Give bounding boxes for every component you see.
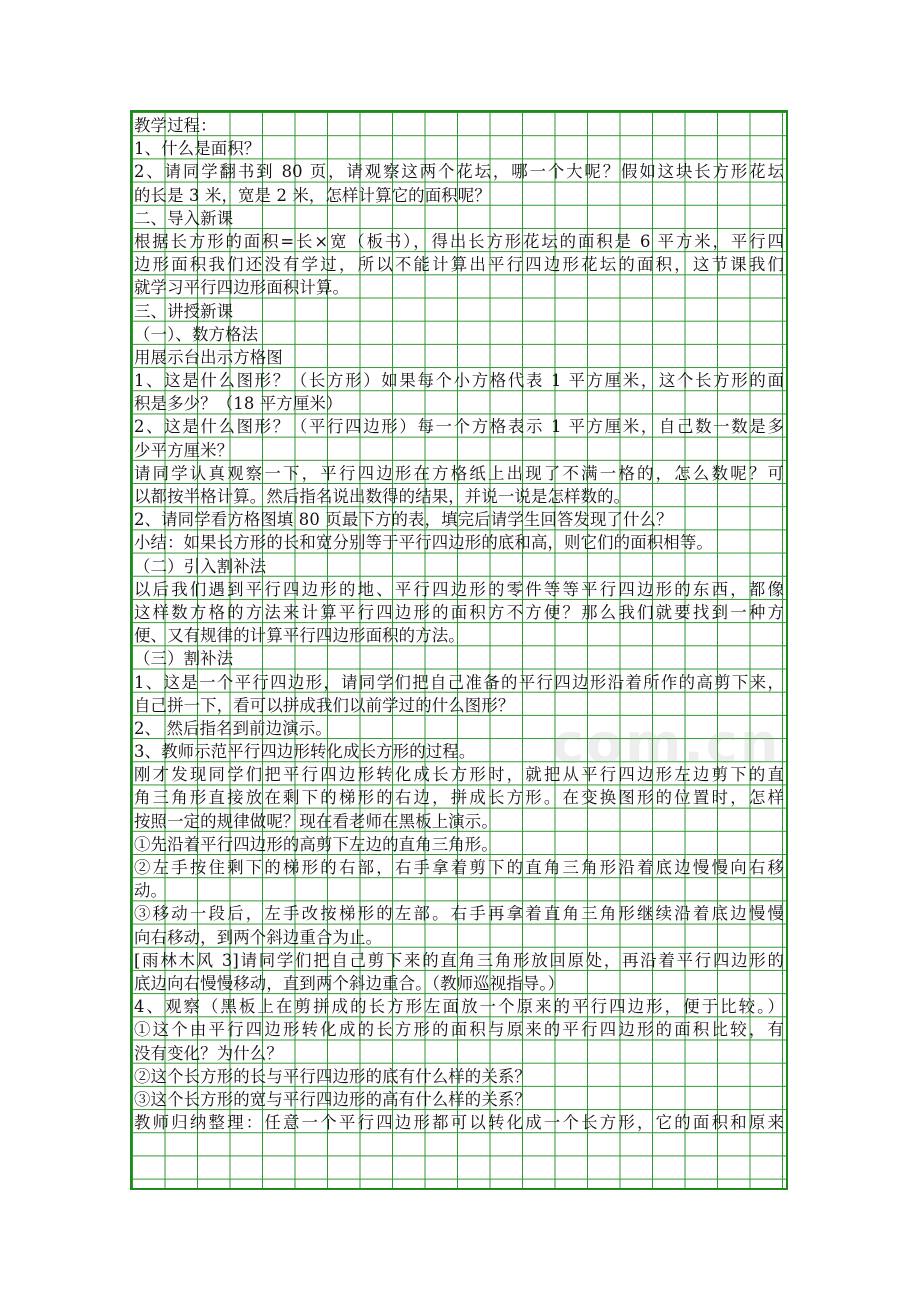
text-line: 自己拼一下，看可以拼成我们以前学过的什么图形？: [134, 695, 515, 715]
text-line: 按照一定的规律做呢？现在看老师在黑板上演示。: [134, 811, 498, 831]
text-line: （二）引入割补法: [134, 556, 267, 576]
text-line: 3、教师示范平行四边形转化成长方形的过程。: [134, 742, 476, 762]
text-line: 的长是 3 米，宽是 2 米，怎样计算它的面积呢？: [134, 185, 491, 205]
text-line: 请同学认真观察一下，平行四边形在方格纸上出现了不满一格的，怎么数呢？可: [134, 463, 784, 483]
text-line: 用展示台出示方格图: [134, 347, 283, 367]
text-line: 以后我们遇到平行四边形的地、平行四边形的零件等等平行四边形的东西，都像: [134, 579, 784, 599]
text-line: 小结：如果长方形的长和宽分别等于平行四边形的底和高，则它们的面积相等。: [134, 533, 713, 553]
text-line: 4、观察（黑板上在剪拼成的长方形左面放一个原来的平行四边形，便于比较。）: [134, 997, 784, 1017]
text-line: ③这个长方形的宽与平行四边形的高有什么样的关系？: [134, 1089, 531, 1109]
text-line: 1、什么是面积？: [134, 139, 261, 159]
text-line: ①先沿着平行四边形的高剪下左边的直角三角形。: [134, 834, 498, 854]
text-line: 2、请同学看方格图填 80 页最下方的表，填完后请学生回答发现了什么？: [134, 510, 673, 530]
text-line: 就学习平行四边形面积计算。: [134, 278, 350, 298]
text-line: 三、讲授新课: [134, 301, 234, 321]
text-line: [134, 1134, 784, 1157]
grid-paper-page: [130, 110, 788, 1190]
text-line: ①这个由平行四边形转化成的长方形的面积与原来的平行四边形的面积比较，有: [134, 1020, 784, 1040]
text-line: 没有变化？为什么？: [134, 1043, 283, 1063]
text-line: [雨林木风 3]请同学们把自己剪下来的直角三角形放回原处，再沿着平行四边形的: [134, 950, 784, 970]
text-line: （一）、数方格法: [134, 324, 259, 344]
text-line: 教学过程：: [134, 116, 217, 135]
text-line: 少平方厘米？: [134, 440, 234, 460]
text-line: 这样数方格的方法来计算平行四边形的面积方不方便？那么我们就要找到一种方: [134, 602, 784, 622]
text-line: 刚才发现同学们把平行四边形转化成长方形时，就把从平行四边形左边剪下的直: [134, 765, 784, 785]
text-line: 根据长方形的面积=长×宽（板书），得出长方形花坛的面积是 6 平方米，平行四: [134, 231, 784, 251]
text-line: 二、导入新课: [134, 208, 234, 228]
watermark-text: com.cn: [552, 712, 781, 775]
text-line: 动。: [134, 881, 168, 901]
text-line: 1、这是一个平行四边形，请同学们把自己准备的平行四边形沿着所作的高剪下来，: [134, 672, 784, 692]
text-line: （三）割补法: [134, 649, 234, 669]
text-line: 2、 然后指名到前边演示。: [134, 718, 332, 738]
text-line: 2、这是什么图形？（平行四边形）每一个方格表示 1 平方厘米，自己数一数是多: [134, 417, 784, 437]
text-line: 底边向右慢慢移动，直到两个斜边重合。（教师巡视指导。）: [134, 973, 565, 993]
text-line: 1、这是什么图形？（长方形）如果每个小方格代表 1 平方厘米，这个长方形的面: [134, 371, 784, 391]
text-line: 以都按半格计算。然后指名说出数得的结果，并说一说是怎样数的。: [134, 487, 631, 506]
text-line: ③移动一段后，左手改按梯形的左部。右手再拿着直角三角形继续沿着底边慢慢: [134, 904, 784, 924]
document-body: [134, 114, 784, 1181]
text-line: 教师归纳整理：任意一个平行四边形都可以转化成一个长方形，它的面积和原来: [134, 1113, 784, 1133]
text-line: 2、请同学翻书到 80 页，请观察这两个花坛，哪一个大呢？假如这块长方形花坛: [134, 162, 784, 182]
text-line: ②这个长方形的长与平行四边形的底有什么样的关系？: [134, 1066, 531, 1086]
text-line: 向右移动，到两个斜边重合为止。: [134, 927, 383, 947]
text-line: 边形面积我们还没有学过，所以不能计算出平行四边形花坛的面积，这节课我们: [134, 255, 784, 275]
text-line: [134, 1157, 784, 1180]
text-line: 角三角形直接放在剩下的梯形的右边，拼成长方形。在变换图形的位置时，怎样: [134, 788, 784, 808]
text-line: 便、又有规律的计算平行四边形面积的方法。: [134, 626, 465, 646]
text-line: 积是多少？（18 平方厘米）: [134, 394, 343, 414]
text-line: ②左手按住剩下的梯形的右部，右手拿着剪下的直角三角形沿着底边慢慢向右移: [134, 858, 784, 877]
